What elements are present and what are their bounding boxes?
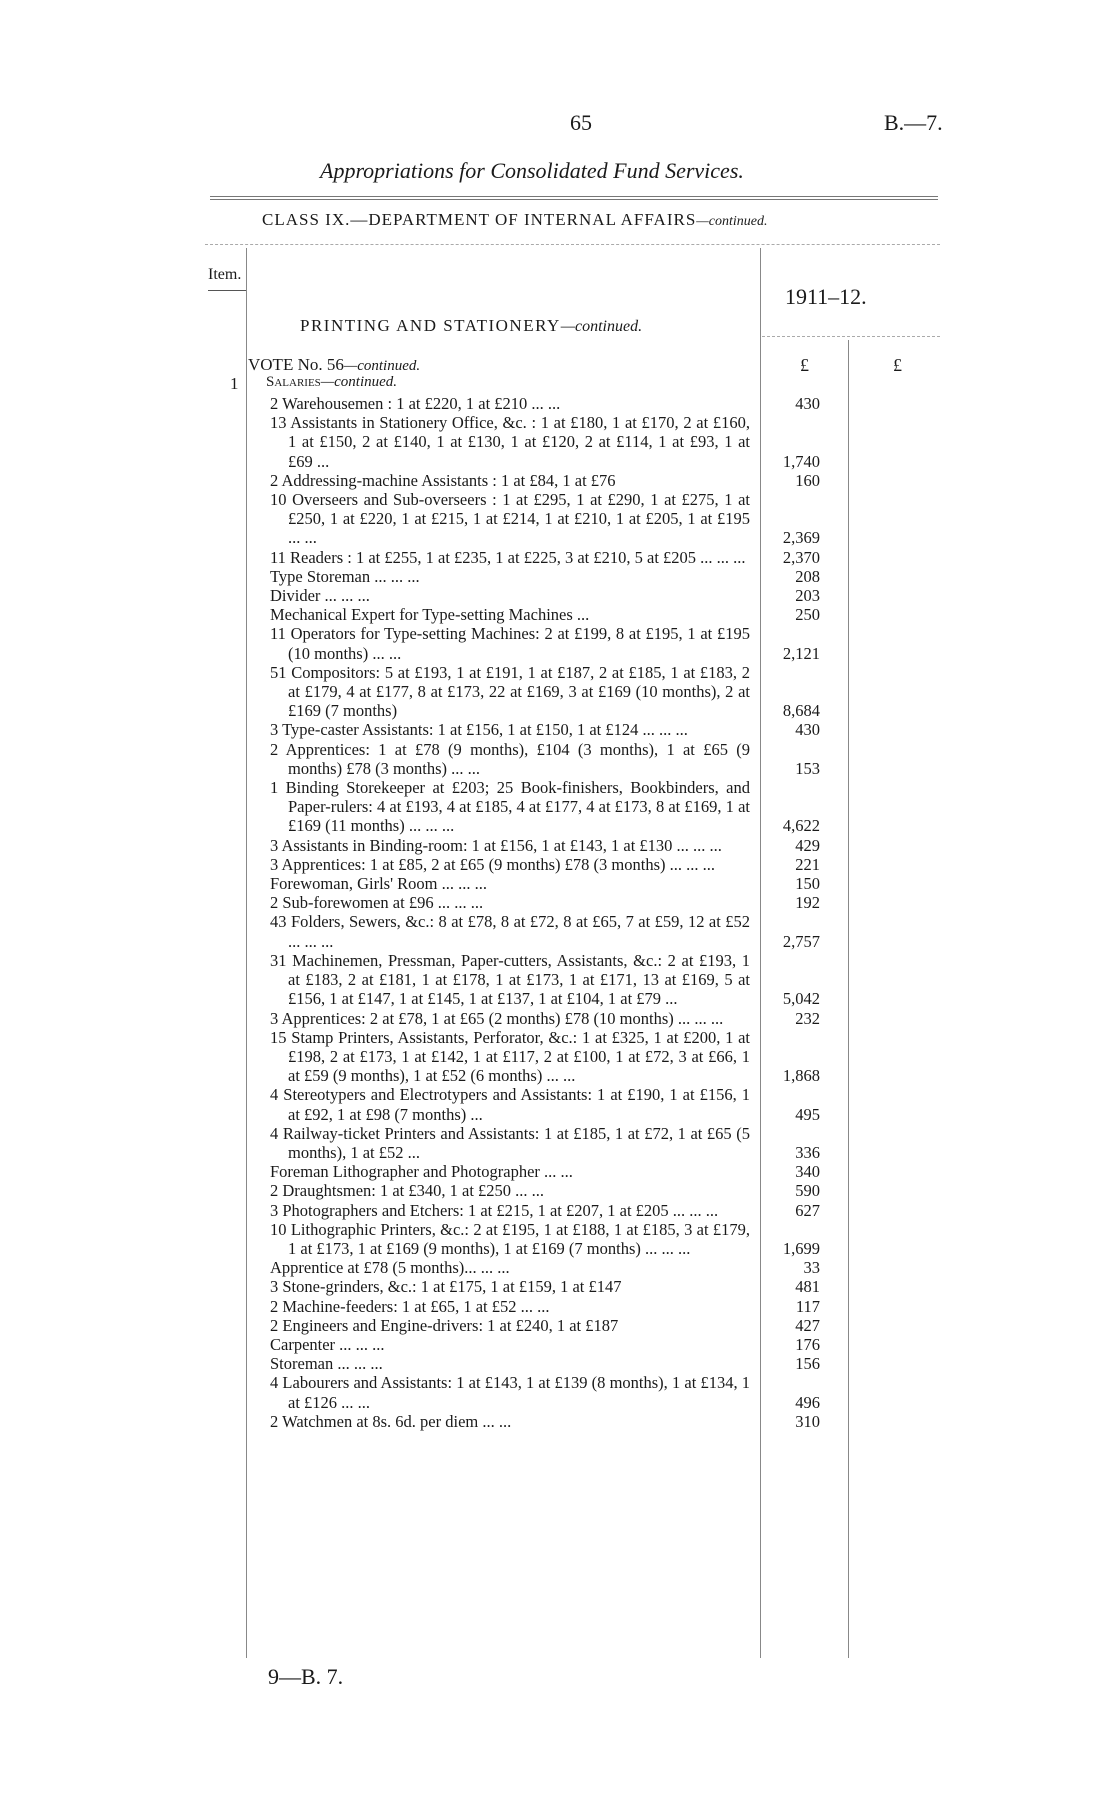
table-row [270, 394, 820, 413]
year-header-rule [762, 336, 940, 337]
row-amount: 627 [795, 1200, 820, 1220]
row-amount: 427 [795, 1315, 820, 1335]
row-amount: 203 [795, 586, 820, 606]
section-heading [300, 316, 642, 336]
table-row [270, 1315, 820, 1335]
row-description: Storeman ... ... ... [270, 1354, 383, 1374]
row-description: Forewoman, Girls' Room ... ... ... [270, 874, 488, 894]
row-description: 15 Stamp Printers, Assistants, Perforator, &c.: 1 at £325, 1 at £200, 1 at £198, 2 at £173, 1 at £142, 1 at £117, 2 at £100, 1 at £72, 3 at £66, 1 at £59 (9 months), 1 at £52 (6 months) ... ... [270, 1027, 750, 1086]
amount-column-rule [848, 340, 849, 1658]
table-row [270, 547, 820, 567]
table-row [270, 950, 820, 1009]
table-row [270, 1296, 820, 1316]
row-description: 3 Stone-grinders, &c.: 1 at £175, 1 at £159, 1 at £147 [270, 1277, 622, 1297]
table-row [270, 1334, 820, 1354]
table-row [270, 720, 820, 740]
document-reference: B.—7. [884, 110, 943, 135]
vote-label-text: VOTE No. 56 [248, 355, 344, 374]
table-row [270, 778, 820, 836]
row-description: 2 Machine-feeders: 1 at £65, 1 at £52 ... ... [270, 1296, 550, 1316]
row-description: 3 Photographers and Etchers: 1 at £215, 1 at £207, 1 at £205 ... ... ... [270, 1200, 719, 1220]
row-description: 3 Assistants in Binding-room: 1 at £156, 1 at £143, 1 at £130 ... ... ... [270, 835, 722, 855]
row-amount: 160 [795, 470, 820, 490]
row-description: Carpenter ... ... ... [270, 1334, 385, 1354]
row-amount: 430 [795, 394, 820, 413]
row-amount: 250 [795, 605, 820, 625]
row-amount: 590 [795, 1181, 820, 1201]
row-amount: 310 [795, 1411, 820, 1431]
row-amount: 192 [795, 893, 820, 913]
row-amount: 150 [795, 874, 820, 894]
pound-sign-column-2: £ [893, 355, 902, 375]
row-description: 1 Binding Storekeeper at £203; 25 Book-finishers, Bookbinders, and Paper-rulers: 4 at £193, 4 at £185, 4 at £177, 4 at £173, 8 at £169, 1 at £169 (11 months) ... ... ... [270, 778, 750, 836]
table-row [270, 893, 820, 913]
row-amount: 232 [795, 1008, 820, 1028]
row-amount: 117 [795, 1296, 820, 1316]
table-row [270, 1162, 820, 1182]
table-row [270, 662, 820, 721]
row-amount: 2,757 [782, 931, 820, 951]
row-amount: 153 [795, 758, 820, 778]
table-row [270, 566, 820, 586]
table-row [270, 1027, 820, 1086]
row-description: 3 Apprentices: 1 at £85, 2 at £65 (9 months) £78 (3 months) ... ... ... [270, 854, 715, 874]
page-footer-signature: 9—B. 7. [268, 1664, 344, 1689]
page-number: 65 [570, 110, 592, 135]
row-description: 43 Folders, Sewers, &c.: 8 at £78, 8 at £72, 8 at £65, 7 at £59, 12 at £52 ... ... ... [270, 912, 750, 951]
table-row [270, 1181, 820, 1201]
row-description: Mechanical Expert for Type-setting Machines ... [270, 605, 590, 625]
table-row [270, 586, 820, 606]
row-amount: 156 [795, 1354, 820, 1374]
table-row [270, 1085, 820, 1124]
page-subtitle: Appropriations for Consolidated Fund Services. [320, 158, 744, 183]
row-amount: 221 [795, 854, 820, 874]
top-rule-2 [210, 199, 938, 200]
row-description: Apprentice at £78 (5 months)... ... ... [270, 1258, 510, 1278]
item-header-rule [208, 290, 246, 291]
table-row [270, 490, 820, 548]
row-amount: 336 [795, 1142, 820, 1162]
salaries-label [266, 374, 397, 391]
row-amount: 495 [795, 1104, 820, 1124]
row-description: 2 Addressing-machine Assistants : 1 at £84, 1 at £76 [270, 470, 616, 490]
table-row [270, 1411, 820, 1431]
row-amount: 2,369 [782, 528, 820, 548]
table-row [270, 1008, 820, 1028]
vote-label [248, 355, 420, 375]
row-description: 11 Operators for Type-setting Machines: 2 at £199, 8 at £195, 1 at £195 (10 months) ... ... [270, 624, 750, 663]
row-description: 2 Apprentices: 1 at £78 (9 months), £104 (3 months), 1 at £65 (9 months) £78 (3 months) ... ... [270, 739, 750, 778]
row-description: Type Storeman ... ... ... [270, 566, 420, 586]
row-amount: 2,370 [782, 547, 820, 567]
row-description: 51 Compositors: 5 at £193, 1 at £191, 1 at £187, 2 at £185, 1 at £183, 2 at £179, 4 at £177, 8 at £173, 22 at £169, 3 at £169 (10 months), 2 at £169 (7 months) [270, 662, 750, 721]
row-description: 2 Draughtsmen: 1 at £340, 1 at £250 ... ... [270, 1181, 545, 1201]
row-description: 4 Labourers and Assistants: 1 at £143, 1 at £139 (8 months), 1 at £134, 1 at £126 ... ... [270, 1373, 750, 1412]
appropriation-rows [270, 394, 820, 1431]
row-amount: 208 [795, 566, 820, 586]
row-description: 13 Assistants in Stationery Office, &c. : 1 at £180, 1 at £170, 2 at £160, 1 at £150, 2 at £140, 1 at £130, 1 at £120, 2 at £114, 1 at £93, 1 at £69 ... [270, 413, 750, 471]
row-description: 3 Type-caster Assistants: 1 at £156, 1 at £150, 1 at £124 ... ... ... [270, 720, 688, 740]
row-amount: 481 [795, 1277, 820, 1297]
table-row [270, 1219, 820, 1258]
row-amount: 1,740 [782, 451, 820, 471]
salaries-label-continued: —continued. [320, 374, 398, 390]
top-rule-1 [210, 196, 938, 197]
row-description: 31 Machinemen, Pressman, Paper-cutters, Assistants, &c.: 2 at £193, 1 at £183, 2 at £181, 1 at £178, 1 at £173, 1 at £171, 13 at £169, 5 at £156, 1 at £147, 1 at £145, 1 at £137, 1 at £104, 1 at £79 ... [270, 950, 750, 1009]
item-column-header: Item. [208, 266, 242, 283]
row-amount: 2,121 [782, 643, 820, 663]
row-amount: 4,622 [782, 816, 820, 836]
table-row [270, 1373, 820, 1412]
class-heading-rule [205, 244, 940, 245]
row-description: 10 Overseers and Sub-overseers : 1 at £295, 1 at £290, 1 at £275, 1 at £250, 1 at £220, 1 at £215, 1 at £214, 1 at £210, 1 at £205, 1 at £195 ... ... [270, 490, 750, 548]
row-description: 3 Apprentices: 2 at £78, 1 at £65 (2 months) £78 (10 months) ... ... ... [270, 1008, 724, 1028]
row-amount: 176 [795, 1334, 820, 1354]
row-amount: 340 [795, 1162, 820, 1182]
row-amount: 8,684 [782, 701, 820, 721]
table-row [270, 739, 820, 778]
class-heading-text: CLASS IX.—DEPARTMENT OF INTERNAL AFFAIRS [262, 210, 697, 229]
row-description: 2 Watchmen at 8s. 6d. per diem ... ... [270, 1411, 512, 1431]
row-amount: 5,042 [782, 989, 820, 1009]
row-amount: 496 [795, 1392, 820, 1412]
pound-sign-column-1: £ [800, 355, 809, 375]
row-amount: 33 [803, 1258, 820, 1278]
row-description: 11 Readers : 1 at £255, 1 at £235, 1 at £225, 3 at £210, 5 at £205 ... ... ... [270, 547, 746, 567]
section-heading-text: PRINTING AND STATIONERY [300, 316, 561, 335]
row-amount: 430 [795, 720, 820, 740]
class-heading-continued: —continued. [696, 214, 768, 229]
table-row [270, 1200, 820, 1220]
row-amount: 1,699 [782, 1238, 820, 1258]
table-row [270, 413, 820, 471]
row-description: Foreman Lithographer and Photographer ... ... [270, 1162, 573, 1182]
vote-label-continued: —continued. [343, 358, 421, 374]
section-heading-continued: —continued. [560, 318, 643, 335]
table-row [270, 1258, 820, 1278]
item-column-rule [246, 248, 247, 1658]
salaries-label-text: Salaries [266, 374, 321, 390]
item-number: 1 [230, 374, 239, 393]
row-description: 2 Warehousemen : 1 at £220, 1 at £210 ... ... [270, 394, 561, 413]
row-description: Divider ... ... ... [270, 586, 370, 606]
table-row [270, 874, 820, 894]
row-description: 4 Stereotypers and Electrotypers and Assistants: 1 at £190, 1 at £156, 1 at £92, 1 at £98 (7 months) ... [270, 1085, 750, 1124]
table-row [270, 835, 820, 855]
row-description: 2 Engineers and Engine-drivers: 1 at £240, 1 at £187 [270, 1315, 619, 1335]
table-row [270, 1277, 820, 1297]
class-heading [262, 210, 767, 230]
row-amount: 1,868 [782, 1066, 820, 1086]
row-description: 10 Lithographic Printers, &c.: 2 at £195, 1 at £188, 1 at £185, 3 at £179, 1 at £173, 1 at £169 (9 months), 1 at £169 (7 months) ... ... ... [270, 1219, 750, 1258]
row-description: 2 Sub-forewomen at £96 ... ... ... [270, 893, 484, 913]
row-description: 4 Railway-ticket Printers and Assistants: 1 at £185, 1 at £72, 1 at £65 (5 months), 1 at £52 ... [270, 1123, 750, 1162]
table-row [270, 624, 820, 663]
table-row [270, 605, 820, 625]
table-row [270, 912, 820, 951]
table-row [270, 470, 820, 490]
table-row [270, 1123, 820, 1162]
row-amount: 429 [795, 835, 820, 855]
table-row [270, 854, 820, 874]
year-column-header: 1911–12. [785, 284, 867, 309]
table-row [270, 1354, 820, 1374]
